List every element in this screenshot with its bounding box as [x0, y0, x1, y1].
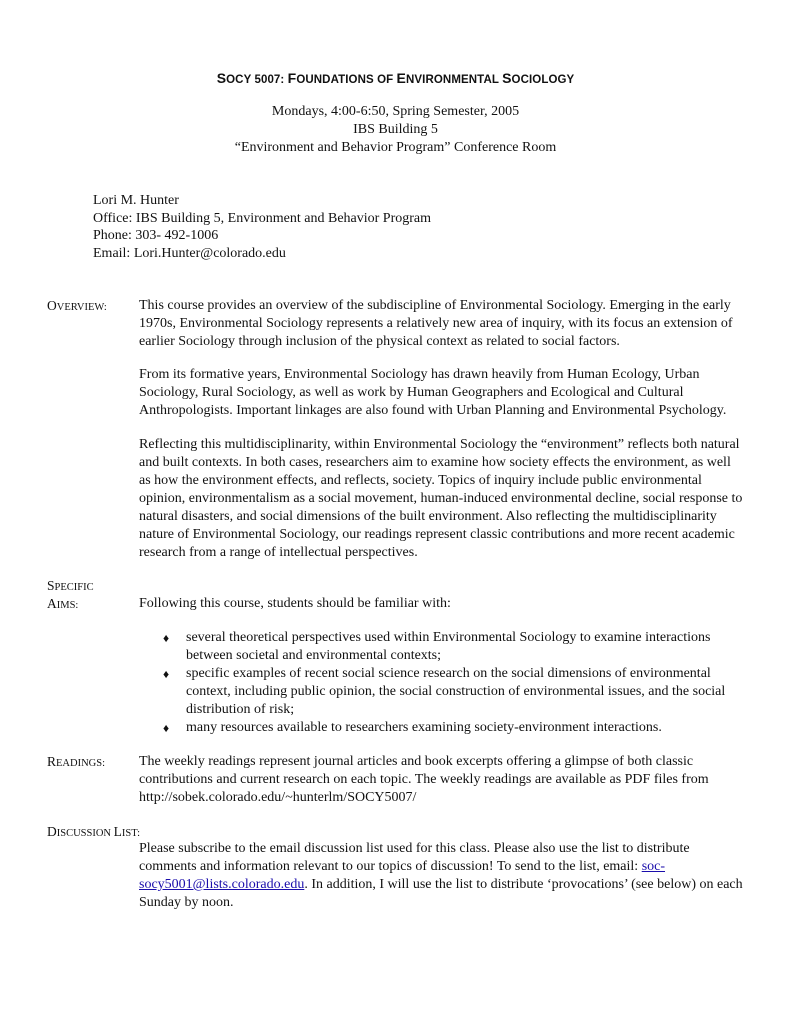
schedule-line: Mondays, 4:00-6:50, Spring Semester, 2005 [271, 104, 520, 119]
label-rest: EADINGS: [56, 758, 106, 769]
label-cap: S [47, 578, 55, 593]
discussion-list-label [47, 823, 140, 843]
label-rest: IMS: [56, 600, 79, 611]
diamond-bullet-icon: ♦ [163, 721, 170, 735]
aims-list [163, 629, 743, 737]
instructor-email[interactable]: Lori.Hunter@colorado.edu [133, 245, 286, 261]
title-part: S [502, 70, 512, 86]
overview-section [139, 297, 743, 351]
label-rest: VERVIEW: [56, 302, 107, 313]
instructor-name: Lori M. Hunter [93, 193, 179, 208]
discussion-section [139, 840, 743, 912]
label-cap: D [47, 824, 57, 839]
label-rest: ISCUSSION [56, 828, 114, 839]
phone-line: Phone: 303- 492-1006 [93, 228, 219, 243]
email-line [93, 245, 431, 263]
list-item [163, 629, 743, 665]
list-item-text: several theoretical perspectives used within Environmental Sociology to examine interactions between societal and environmental contexts; [186, 630, 711, 663]
discussion-text-start: Please subscribe to the email discussion list used for this class. Please also use the list to distribute comments and information relevant to our topics of discussion! To send to the list, email: [139, 841, 690, 874]
list-item [163, 665, 743, 719]
label-rest: IST: [121, 828, 141, 839]
readings-text: The weekly readings represent journal articles and book excerpts offering a glimpse of both classic contributions and current research on each topic. The weekly readings are available as PDF files from http://sobek.colorado.edu/~hunterlm/SOCY5007/ [139, 754, 709, 805]
title-part: E [396, 70, 406, 86]
email-label: Email: [93, 245, 131, 261]
label-rest: PECIFIC [54, 582, 94, 593]
course-schedule-block [0, 103, 791, 157]
course-title [0, 69, 791, 89]
aims-intro: Following this course, students should be familiar with: [139, 596, 451, 611]
label-cap: R [47, 754, 57, 769]
discussion-text-end: . In addition, I will use the list to distribute ‘provocations’ (see below) on each Sunday by noon. [139, 877, 743, 910]
discussion-text [139, 840, 743, 912]
specific-aims-label-1 [47, 577, 94, 597]
list-email-link[interactable]: soc-socy5001@lists.colorado.edu [139, 859, 666, 892]
title-part: NVIRONMENTAL [406, 74, 503, 86]
title-part: S [216, 70, 227, 86]
instructor-contact [93, 192, 431, 262]
room-line: “Environment and Behavior Program” Conference Room [234, 140, 557, 155]
overview-section-2 [139, 366, 743, 420]
title-part: OCY 5007: [226, 74, 285, 86]
diamond-bullet-icon: ♦ [163, 667, 170, 681]
list-item-text: many resources available to researchers examining society-environment interactions. [186, 720, 662, 735]
label-cap: A [47, 596, 57, 611]
building-line: IBS Building 5 [353, 122, 438, 137]
overview-label [47, 297, 107, 317]
title-part: OUNDATIONS OF [296, 74, 397, 86]
readings-label [47, 753, 105, 773]
readings-section [139, 753, 743, 807]
label-cap: O [47, 298, 57, 313]
overview-section-3 [139, 436, 743, 562]
title-part: F [287, 70, 297, 86]
diamond-bullet-icon: ♦ [163, 631, 170, 645]
list-item [163, 719, 743, 737]
overview-paragraph-2: From its formative years, Environmental Sociology has drawn heavily from Human Ecology, Urban Sociology, Rural Sociology, as well as work by Human Geographers and Ecological and Cultural Anthropologists. Important linkages are also found with Urban Planning and Environmental Psychology. [139, 367, 727, 418]
label-cap: L [113, 824, 122, 839]
specific-aims-label-2 [47, 595, 78, 615]
list-item-text: specific examples of recent social science research on the social dimensions of environmental context, including public opinion, the social construction of environmental issues, and the social distribution of risk; [186, 666, 726, 717]
overview-paragraph-1: This course provides an overview of the subdiscipline of Environmental Sociology. Emerging in the early 1970s, Environmental Sociology represents a relatively new area of inquiry, with its focus an extension of earlier Sociology through inclusion of the physical context as related to social factors. [139, 298, 733, 349]
overview-paragraph-3: Reflecting this multidisciplinarity, within Environmental Sociology the “environment” reflects both natural and built contexts. In both cases, researchers aim to examine how society effects the environment, as well as how the environment effects, and reflects, society. Topics of inquiry include public environmental opinion, environmentalism as a social movement, human-induced environmental decline, social response to natural disasters, and social dimensions of the built environment. Also reflecting the multidisciplinarity nature of Environmental Sociology, our readings represent classic contributions and more recent academic research from a range of intellectual perspectives. [139, 437, 743, 560]
office-line: Office: IBS Building 5, Environment and Behavior Program [93, 210, 432, 226]
title-part: OCIOLOGY [511, 74, 575, 86]
